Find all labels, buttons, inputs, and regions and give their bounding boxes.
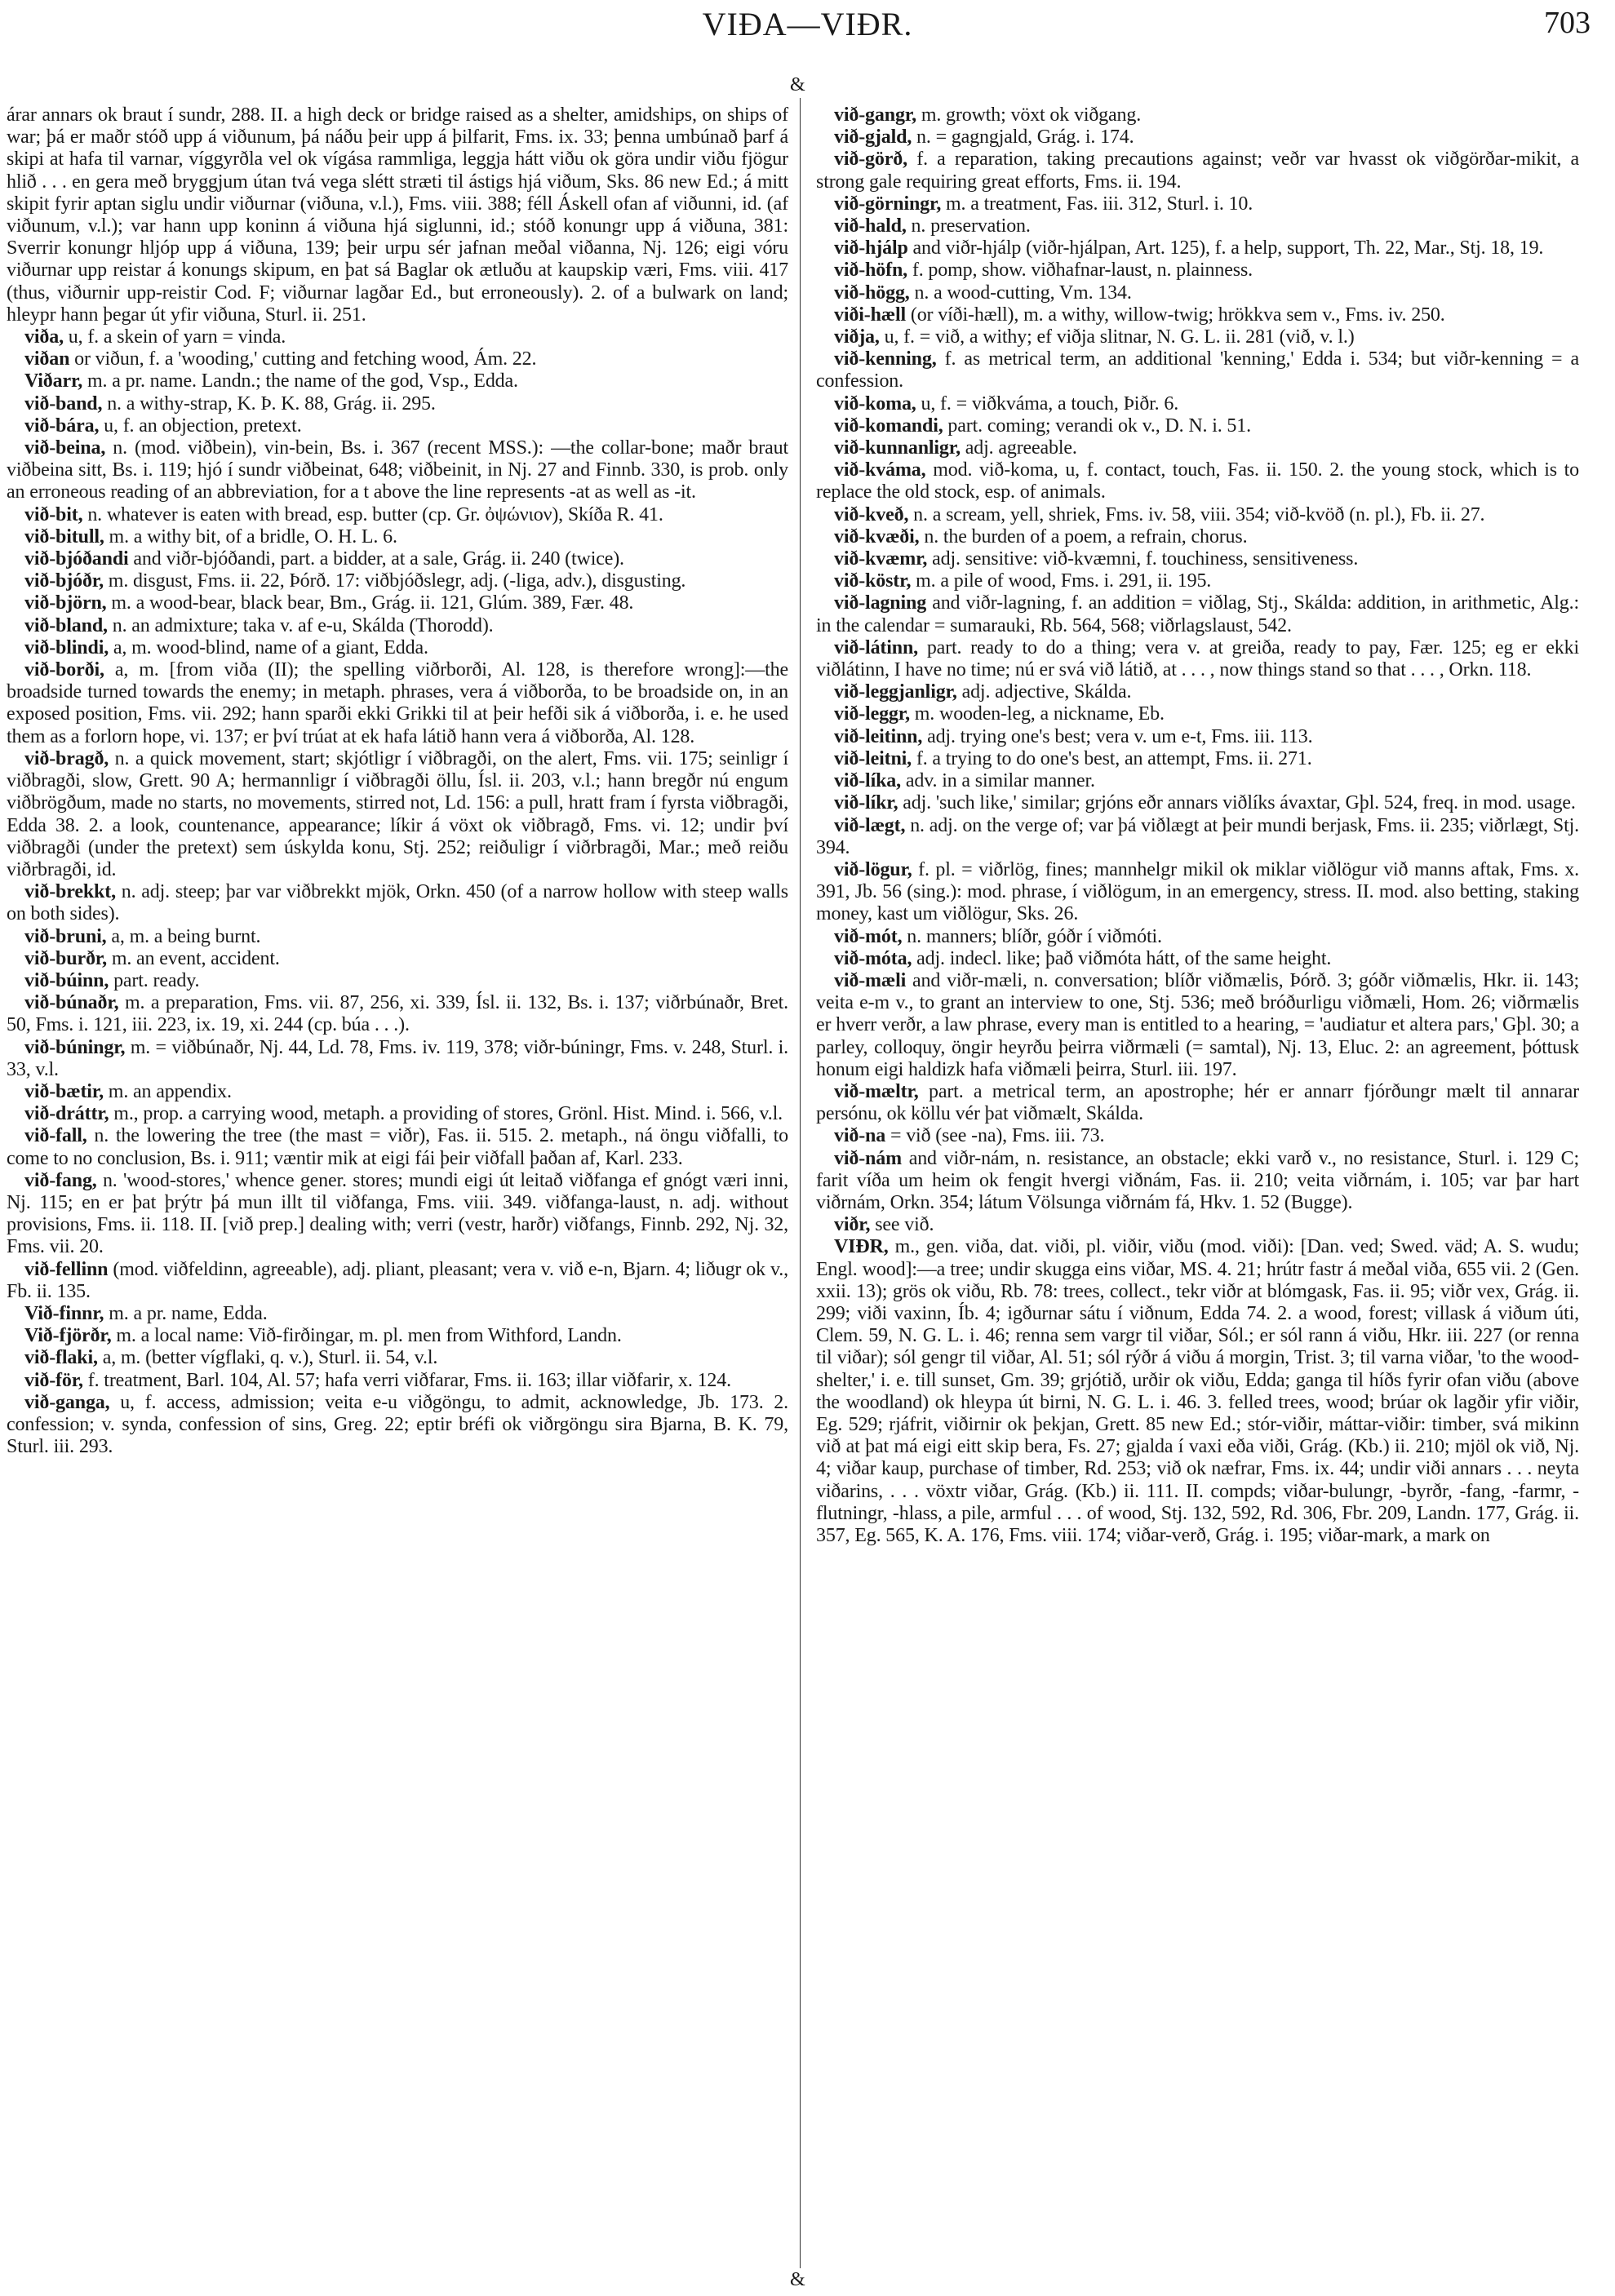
dictionary-entry [816, 926, 1579, 948]
dictionary-entry [7, 970, 788, 992]
entry-definition: m. a wood-bear, black bear, Bm., Grág. ii. 121, Glúm. 389, Fær. 48. [106, 592, 634, 614]
entry-definition: and viðr-nám, n. resistance, an obstacle; ekki varð v., no resistance, Sturl. i. 129 C; farit víða um heim ok fengit hvergi viðnám, Fas. ii. 210; veita viðrnám, i. 105; var þar hart viðrnám, Orkn. 354; látum Völsunga viðrnám fá, Hkv. 1. 52 (Bugge). [816, 1147, 1579, 1213]
entry-definition: u, f. = viðkváma, a touch, Þiðr. 6. [916, 392, 1179, 414]
dictionary-entry [816, 970, 1579, 1081]
headword: við-fang, [24, 1169, 97, 1191]
dictionary-entry [7, 415, 788, 437]
headword: við-bætir, [24, 1080, 104, 1102]
headword: við-na [834, 1125, 886, 1147]
dictionary-entry [816, 459, 1579, 503]
headword: við-beina, [24, 437, 106, 459]
dictionary-entry [7, 1037, 788, 1081]
headword: við-bjóðr, [24, 570, 104, 592]
dictionary-entry [7, 526, 788, 548]
entry-definition: or viðun, f. a 'wooding,' cutting and fetching wood, Ám. 22. [69, 348, 537, 370]
headword: við-móta, [834, 947, 912, 969]
dictionary-entry [816, 1125, 1579, 1147]
headword: viða, [24, 326, 64, 348]
dictionary-entry [7, 637, 788, 659]
headword: við-lagning [834, 592, 927, 614]
headword: við-búinn, [24, 969, 109, 991]
headword: við-lægt, [834, 814, 906, 836]
headword: við-lögur, [834, 858, 912, 880]
entry-definition: part. coming; verandi ok v., D. N. i. 51. [943, 414, 1251, 437]
headword: við-látinn, [834, 636, 919, 658]
entry-definition: and viðr-mæli, n. conversation; blíðr viðmælis, Þórð. 3; góðr viðmælis, Hkr. ii. 143; veita e-m v., to grant an interview to one, Stj. 536; með bróðurligu viðmæli, Hom. 26; viðrmælis er hverr verðr, a law phrase, every man is entitled to a hearing, = 'audiatur et altera pars,' Gþl. 30; a parley, colloquy, öngir heyrðu þeirra viðrmæli (= samtal), Nj. 13, Eluc. 2: an agreement, þóttusk honum eigi haldizk hafa viðmæli þeirra, Sturl. iii. 197. [816, 969, 1579, 1080]
entry-definition: n. the burden of a poem, a refrain, chorus. [919, 525, 1248, 547]
dictionary-entry [816, 948, 1579, 970]
headword: við-borði, [24, 659, 104, 681]
entry-definition: n. adj. steep; þar var viðbrekkt mjök, Orkn. 450 (of a narrow hollow with steep walls on both sides). [7, 881, 788, 925]
dictionary-entry [7, 370, 788, 392]
entry-definition: n. preservation. [906, 215, 1031, 237]
dictionary-entry [7, 393, 788, 415]
dictionary-entry [816, 215, 1579, 237]
dictionary-entry [816, 304, 1579, 326]
dictionary-entry [7, 1347, 788, 1369]
entry-definition: n. adj. on the verge of; var þá viðlægt at þeir mundi berjask, Fms. ii. 235; viðrlægt, Stj. 394. [816, 814, 1579, 858]
dictionary-entry [7, 1081, 788, 1103]
dictionary-entry [7, 326, 788, 348]
headword: viðr, [834, 1214, 871, 1236]
headword: við-búnaðr, [24, 992, 119, 1014]
headword: við-flaki, [24, 1347, 98, 1369]
headword: við-bára, [24, 414, 100, 437]
entry-definition: n. a withy-strap, K. Þ. K. 88, Grág. ii. 295. [102, 392, 436, 414]
entry-definition: m. an appendix. [103, 1080, 232, 1102]
headword: við-ganga, [24, 1391, 110, 1413]
entry-definition: m., prop. a carrying wood, metaph. a providing of stores, Grönl. Hist. Mind. i. 566, v.l. [109, 1103, 783, 1125]
headword: við-dráttr, [24, 1103, 109, 1125]
dictionary-entry [816, 1081, 1579, 1125]
headword: við-koma, [834, 392, 916, 414]
headword: VIÐR, [834, 1236, 889, 1258]
headword: við-burðr, [24, 947, 107, 969]
entry-definition: f. a trying to do one's best, an attempt, Fms. ii. 271. [912, 747, 1312, 769]
entry-definition: part. ready. [109, 969, 200, 991]
entry-definition: mod. við-koma, u, f. contact, touch, Fas. ii. 150. 2. the young stock, which is to replace the old stock, esp. of animals. [816, 459, 1579, 503]
dictionary-entry [816, 1236, 1579, 1547]
dictionary-entry [7, 881, 788, 925]
headword: við-mæltr, [834, 1080, 919, 1102]
dictionary-entry [816, 1214, 1579, 1236]
entry-definition: m. an event, accident. [106, 947, 280, 969]
entry-definition: m. a pr. name. Landn.; the name of the god, Vsp., Edda. [82, 370, 518, 392]
entry-definition: (mod. viðfeldinn, agreeable), adj. pliant, pleasant; vera v. við e-n, Bjarn. 4; liðugr ok v., Fb. ii. 135. [7, 1258, 788, 1302]
left-column [7, 104, 788, 1458]
entry-definition: a, m. wood-blind, name of a giant, Edda. [109, 636, 428, 658]
dictionary-entry [816, 815, 1579, 859]
headword: við-búningr, [24, 1036, 126, 1058]
headword: Við-fjörðr, [24, 1325, 112, 1347]
headword: við-fall, [24, 1125, 87, 1147]
dictionary-entry [816, 792, 1579, 814]
dictionary-entry [816, 348, 1579, 392]
entry-definition: adj. 'such like,' similar; grjóns eðr annars viðlíks ávaxtar, Gþl. 524, freq. in mod. usage. [898, 792, 1576, 814]
headword: við-kváma, [834, 459, 926, 481]
dictionary-entry [816, 259, 1579, 281]
headword: við-björn, [24, 592, 107, 614]
headword: við-bragð, [24, 747, 109, 769]
headword: viði-hæll [834, 304, 906, 326]
dictionary-entry [816, 237, 1579, 259]
entry-definition: a, m. [from viða (II); the spelling viðrborði, Al. 128, is therefore wrong]:—the broadside turned towards the enemy; in metaph. phrases, vera á viðborða, to be broadside on, in an exposed position, Fms. vii. 292; hann sparði ekki Grikki til at þeir hefði sik á viðborða, i. e. he used them as a forlorn hope, vi. 137; er því trúat at ek hafa látið hann vera á viðborða, Al. 128. [7, 659, 788, 747]
entry-definition: n. an admixture; taka v. af e-u, Skálda (Thorodd). [107, 614, 494, 636]
entry-definition: m. a pile of wood, Fms. i. 291, ii. 195. [911, 570, 1212, 592]
entry-definition: n. 'wood-stores,' whence gener. stores; mundi eigi út leitað viðfanga ef gnógt væri inni, Nj. 115; en er þat þrýtr þá mun illt til viðfanga, Fms. viii. 349. viðfanga-laust, n. adj. without provisions, Fms. ii. 118. II. [við prep.] dealing with; verri (vestr, harðr) viðfangs, Finnb. 292, Nj. 32, Fms. vii. 20. [7, 1169, 788, 1258]
headword: við-kvæði, [834, 525, 920, 547]
headword: við-fellinn [24, 1258, 109, 1280]
headword: Við-finnr, [24, 1302, 104, 1324]
headword: við-höfn, [834, 259, 907, 281]
entry-definition: m., gen. viða, dat. viði, pl. viðir, viðu (mod. viði): [Dan. ved; Swed. väd; A. S. wudu; Engl. wood]:—a tree; undir skugga eins viðar, MS. 4. 21; hrútr fastr á meðal viða, 655 vii. 2 (Gen. xxii. 13); grös ok viðu, Rb. 78: trees, collect., tekr viðr at blómgask, Fas. ii. 95; viðr vex, Grág. ii. 299; viði vaxinn, Íb. 4; igðurnar sátu í viðnum, Edda 74. 2. a wood, forest; villask á viðum úti, Clem. 59, N. G. L. i. 46; renna sem vargr til viðar, Sól.; er sól rann á viðu, Hkr. iii. 227 (or renna til viðar); sól gengr til viðar, Al. 51; sól rýðr á viðu á morgin, Trist. 3; til varna viðar, 'to the wood-shelter,' i. e. till sunset, Gm. 39; grjótið, urðir ok viðu, Edda; ganga til híðs fyrir ofan viðu (above the woodland) ok hleypa út birni, N. G. L. i. 46. 3. felled trees, wood; brúar ok lagðir yfir viðir, Eg. 529; rjáfrit, viðirnir ok þekjan, Grett. 85 new Ed.; stór-viðir, máttar-viðir: timber, svá mikinn við at þat má eigi eitt skip bera, Fs. 27; gjalda í vaxi eða viði, Grág. (Kb.) ii. 210; mjöl ok við, Nj. 4; viðar kaup, purchase of timber, Rd. 253; við ok næfrar, Fms. ix. 44; undir viði annars . . . neyta viðarins, . . . vöxtr viðar, Grág. (Kb.) ii. 111. II. compds; viðar-bulungr, -byrðr, -fang, -farmr, -flutningr, -hlass, a pile, armful . . . of wood, Stj. 132, 592, Rd. 306, Fbr. 209, Landn. 177, Grág. ii. 357, Eg. 565, K. A. 176, Fms. viii. 174; viðar-verð, Grág. i. 195; viðar-mark, a mark on [816, 1236, 1579, 1546]
entry-definition: n. manners; blíðr, góðr í viðmóti. [902, 925, 1162, 947]
entry-definition: n. the lowering the tree (the mast = viðr), Fas. ii. 515. 2. metaph., ná öngu viðfalli, to come to no conclusion, Bs. i. 911; væntir mik at eigi fái þeir viðfall þaðan af, Karl. 233. [7, 1125, 788, 1169]
headword: við-bland, [24, 614, 108, 636]
entry-definition: árar annars ok braut í sundr, 288. II. a high deck or bridge raised as a shelter, amidships, on ships of war; þá er maðr stóð upp á viðunum, þá náðu þeir upp á þilfarit, Fms. ix. 33; þenna umbúnað þarf á skipi at hafa til varnar, víggyrðla vel ok vígása rammliga, leggja hátt viðu ok göra undir viðu fjögur hlið . . . en gera með bryggjum útan tvá vega slétt stræti til ástigs hjá viðum, Sks. 86 new Ed.; á mitt skipit fyrir aptan siglu undir viðurnar (viðuna, v.l.), Fms. viii. 388; féll Áskell ofan af viðunni, id. (af viðunum, v.l.); var hann upp koninn á viðuna hjá siglunni, id.; stóð konungr upp á viðuna, 381: Sverrir konungr hljóp upp á viðuna, 139; þeir urpu sér jafnan meðal viðanna, Nj. 126; eigi vóru viðurnar upp reistar á konungs skipum, en þat sá Baglar ok ætluðu at kaupskip væri, Fms. viii. 417 (thus, viðurnir upp-reistir Cod. F; viðurnar lagðar Ed., but erroneously). 2. of a bulwark on land; hleypr hann þegar út yfir viðuna, Sturl. ii. 251. [7, 104, 788, 326]
dictionary-entry [816, 504, 1579, 526]
dictionary-entry [7, 504, 788, 526]
dictionary-entry [816, 393, 1579, 415]
column-divider [800, 98, 801, 2268]
entry-definition: see við. [870, 1214, 934, 1236]
dictionary-entry [816, 637, 1579, 681]
entry-definition: m. a preparation, Fms. vii. 87, 256, xi. 339, Ísl. ii. 132, Bs. i. 137; viðrbúnaðr, Bret. 50, Fms. i. 121, iii. 223, ix. 19, xi. 244 (cp. búa . . .). [7, 992, 788, 1036]
entry-definition: n. a scream, yell, shriek, Fms. iv. 58, viii. 354; við-kvöð (n. pl.), Fb. ii. 27. [908, 503, 1485, 525]
headword: viðan [24, 348, 70, 370]
entry-definition: part. a metrical term, an apostrophe; hér er annarr fjórðungr mælt til annarar persónu, ok köllu vér þat viðmælt, Skálda. [816, 1080, 1579, 1125]
running-head: VIÐA—VIÐR. [702, 6, 913, 42]
dictionary-entry [7, 1259, 788, 1303]
dictionary-entry [7, 1303, 788, 1325]
headword: við-líkr, [834, 792, 898, 814]
dictionary-entry [7, 548, 788, 570]
entry-definition: n. (mod. viðbein), vin-bein, Bs. i. 367 (recent MSS.): —the collar-bone; maðr braut viðbeina sitt, Bs. i. 119; hjó í sundr viðbeinat, 648; viðbeinit, in Nj. 27 and Finnb. 330, is prob. only an erroneous reading of an abbreviation, for a t above the line represents -at as well as -it. [7, 437, 788, 503]
dictionary-entry [816, 437, 1579, 459]
dictionary-entry [816, 126, 1579, 148]
headword: Viðarr, [24, 370, 83, 392]
entry-definition: adj. indecl. like; það viðmóta hátt, of the same height. [912, 947, 1332, 969]
right-column [816, 104, 1579, 1547]
entry-definition: and viðr-hjálp (viðr-hjálpan, Art. 125), f. a help, support, Th. 22, Mar., Stj. 18, 19. [907, 237, 1544, 259]
dictionary-entry [816, 193, 1579, 215]
headword: við-blindi, [24, 636, 109, 658]
headword: við-nám [834, 1147, 902, 1169]
headword: við-kenning, [834, 348, 937, 370]
entry-definition: u, f. = við, a withy; ef viðja slitnar, N. G. L. ii. 281 (við, v. l.) [879, 326, 1355, 348]
headword: við-mót, [834, 925, 903, 947]
dictionary-entry [816, 770, 1579, 792]
headword: við-líka, [834, 770, 901, 792]
dictionary-entry [816, 592, 1579, 636]
dictionary-entry [7, 1370, 788, 1392]
dictionary-entry [7, 748, 788, 881]
dictionary-entry [816, 104, 1579, 126]
headword: við-band, [24, 392, 103, 414]
dictionary-entry [816, 148, 1579, 193]
entry-definition: m. a pr. name, Edda. [104, 1302, 268, 1324]
entry-definition: = við (see -na), Fms. iii. 73. [885, 1125, 1105, 1147]
dictionary-entry [816, 282, 1579, 304]
entry-definition: m. disgust, Fms. ii. 22, Þórð. 17: viðbjóðslegr, adj. (-liga, adv.), disgusting. [103, 570, 686, 592]
entry-definition: f. as metrical term, an additional 'kenning,' Edda i. 534; but viðr-kenning = a confession. [816, 348, 1579, 392]
headword: við-brekkt, [24, 881, 116, 903]
entry-definition: n. a quick movement, start; skjótligr í viðbragði, on the alert, Fms. vii. 175; seinligr í viðbragði, slow, Grett. 90 A; hermannligr í viðbragði öllu, Ísl. ii. 203, v.l.; hann bregðr nú engum viðbrögðum, made no starts, no movements, stirred not, Ld. 156: a pull, hratt fram í fyrsta viðbragði, Edda 38. 2. a look, countenance, appearance; líkir á vöxt ok viðbragð, Fms. vi. 12; undir því viðbragði (under the pretext) sem úskylda konu, Stj. 252; reiðuligr í viðrbragði, Mar.; með reiðu viðrbragði, id. [7, 747, 788, 880]
entry-definition: adj. agreeable. [960, 437, 1077, 459]
dictionary-entry [7, 992, 788, 1036]
headword: við-leggjanligr, [834, 681, 957, 703]
dictionary-entry [7, 615, 788, 637]
dictionary-entry [7, 1392, 788, 1459]
headword: við-köstr, [834, 570, 912, 592]
dictionary-entry [816, 859, 1579, 926]
entry-definition: a, m. a being burnt. [106, 925, 261, 947]
entry-definition: f. treatment, Barl. 104, Al. 57; hafa verri viðfarar, Fms. ii. 163; illar viðfarir, x. 124. [82, 1369, 731, 1391]
dictionary-entry [7, 659, 788, 748]
dictionary-entry [7, 1103, 788, 1125]
entry-definition: f. pomp, show. viðhafnar-laust, n. plainness. [907, 259, 1253, 281]
divider-ornament-bottom: & [790, 2269, 805, 2290]
dictionary-entry [816, 415, 1579, 437]
headword: við-kunnanligr, [834, 437, 961, 459]
entry-definition: part. ready to do a thing; vera v. at greiða, ready to pay, Fær. 125; eg er ekki viðlátinn, I have no time; nú er svá við látið, at . . . , now things stand so that . . . , Orkn. 118. [816, 636, 1579, 681]
dictionary-entry [7, 570, 788, 592]
dictionary-entry [7, 948, 788, 970]
headword: við-leggr, [834, 703, 910, 725]
page-number: 703 [1544, 6, 1591, 40]
entry-definition: n. whatever is eaten with bread, esp. butter (cp. Gr. ὀψώνιον), Skíða R. 41. [82, 503, 663, 525]
entry-definition: m. a local name: Við-firðingar, m. pl. men from Withford, Landn. [111, 1325, 622, 1347]
headword: við-bitull, [24, 525, 104, 547]
dictionary-entry [816, 570, 1579, 592]
dictionary-entry [816, 326, 1579, 348]
dictionary-entry [816, 726, 1579, 748]
dictionary-entry [816, 681, 1579, 703]
entry-definition: and viðr-bjóðandi, part. a bidder, at a sale, Grág. ii. 240 (twice). [128, 548, 624, 570]
headword: við-mæli [834, 969, 907, 991]
dictionary-entry [7, 1170, 788, 1259]
headword: við-gangr, [834, 104, 916, 126]
entry-definition: m. a withy bit, of a bridle, O. H. L. 6. [104, 525, 397, 547]
dictionary-entry [7, 437, 788, 504]
headword: við-kvæmr, [834, 548, 928, 570]
headword: við-för, [24, 1369, 83, 1391]
dictionary-entry [816, 703, 1579, 725]
entry-definition: u, f. a skein of yarn = vinda. [63, 326, 286, 348]
headword: við-hjálp [834, 237, 908, 259]
dictionary-entry [7, 1125, 788, 1169]
entry-definition: f. a reparation, taking precautions against; veðr var hvasst ok viðgörðar-mikit, a strong gale requiring great efforts, Fms. ii. 194. [816, 148, 1579, 193]
headword: við-bruni, [24, 925, 107, 947]
entry-definition: adv. in a similar manner. [901, 770, 1095, 792]
dictionary-entry [816, 526, 1579, 548]
headword: við-bjóðandi [24, 548, 129, 570]
divider-ornament-top: & [790, 74, 805, 95]
entry-definition: (or víði-hæll), m. a withy, willow-twig; hrökkva sem v., Fms. iv. 250. [906, 304, 1445, 326]
dictionary-entry [7, 1325, 788, 1347]
headword: viðja, [834, 326, 880, 348]
dictionary-entry [7, 348, 788, 370]
dictionary-entry [816, 748, 1579, 770]
headword: við-kveð, [834, 503, 909, 525]
dictionary-entry [7, 104, 788, 326]
entry-definition: n. a wood-cutting, Vm. 134. [909, 281, 1132, 304]
entry-definition: m. = viðbúnaðr, Nj. 44, Ld. 78, Fms. iv. 119, 378; viðr-búningr, Fms. v. 248, Sturl. i. 33, v.l. [7, 1036, 788, 1080]
headword: við-görningr, [834, 193, 942, 215]
entry-definition: m. wooden-leg, a nickname, Eb. [909, 703, 1165, 725]
dictionary-entry [7, 926, 788, 948]
entry-definition: m. growth; vöxt ok viðgang. [916, 104, 1142, 126]
dictionary-entry [816, 1148, 1579, 1215]
headword: við-leitni, [834, 747, 912, 769]
headword: við-görð, [834, 148, 907, 171]
entry-definition: u, f. an objection, pretext. [99, 414, 302, 437]
dictionary-entry [7, 592, 788, 614]
entry-definition: n. = gagngjald, Grág. i. 174. [912, 126, 1134, 148]
entry-definition: adj. trying one's best; vera v. um e-t, Fms. iii. 113. [922, 725, 1313, 747]
entry-definition: adj. adjective, Skálda. [956, 681, 1132, 703]
entry-definition: m. a treatment, Fas. iii. 312, Sturl. i. 10. [941, 193, 1253, 215]
headword: við-komandi, [834, 414, 943, 437]
dictionary-entry [816, 548, 1579, 570]
headword: við-bit, [24, 503, 83, 525]
entry-definition: f. pl. = viðrlög, fines; mannhelgr mikil ok miklar viðlögur við manns aftak, Fms. x. 391, Jb. 56 (sing.): mod. phrase, í viðlögum, in an emergency, stress. II. mod. also betting, staking money, kast um viðlögur, Sks. 26. [816, 858, 1579, 925]
headword: við-hald, [834, 215, 907, 237]
entry-definition: u, f. access, admission; veita e-u viðgöngu, to admit, acknowledge, Jb. 173. 2. confession; v. synda, confession of sins, Greg. 22; eptir bréfi ok viðrgöngu sira Bjarna, B. K. 79, Sturl. iii. 293. [7, 1391, 788, 1458]
entry-definition: adj. sensitive: við-kvæmni, f. touchiness, sensitiveness. [927, 548, 1359, 570]
entry-definition: a, m. (better vígflaki, q. v.), Sturl. ii. 54, v.l. [97, 1347, 438, 1369]
entry-definition: and viðr-lagning, f. an addition = viðlag, Stj., Skálda: addition, in arithmetic, Alg.: in the calendar = sumarauki, Rb. 564, 568; viðrlagslaust, 542. [816, 592, 1579, 636]
headword: við-gjald, [834, 126, 912, 148]
headword: við-leitinn, [834, 725, 923, 747]
headword: við-högg, [834, 281, 910, 304]
